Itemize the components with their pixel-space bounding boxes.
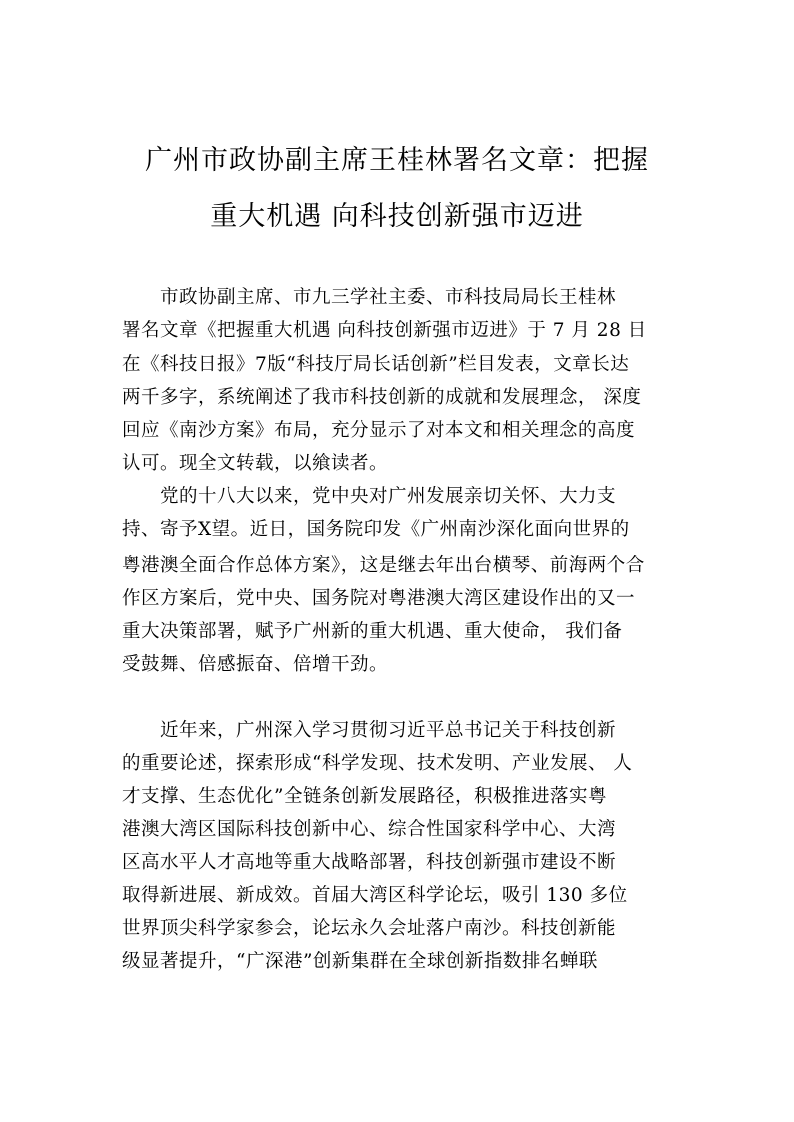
paragraph-2-line-3: 粤港澳全面合作总体方案》，这是继去年出台横琴、前海两个合: [122, 555, 645, 576]
paragraph-2-line-5: 重大决策部署，赋予广州新的重大机遇、重大使命， 我们备: [122, 621, 623, 642]
paragraph-3-line-8: 级显著提升，“广深港”创新集群在全球创新指数排名蝉联: [122, 951, 598, 972]
paragraph-3-line-3: 才支撑、生态优化”全链条创新发展路径，积极推进落实粤: [122, 786, 607, 807]
paragraph-3-line-6: 取得新进展、新成效。首届大湾区科学论坛，吸引 130 多位: [122, 885, 628, 906]
paragraph-1-line-2: 署名文章《把握重大机遇 向科技创新强市迈进》于 7 月 28 日: [122, 320, 647, 341]
paragraph-2-line-1: 党的十八大以来，党中央对广州发展亲切关怀、大力支: [160, 486, 617, 507]
paragraph-3-line-4: 港澳大湾区国际科技创新中心、综合性国家科学中心、大湾: [122, 819, 617, 840]
title-line-1: 广州市政协副主席王桂林署名文章：把握: [145, 145, 649, 176]
paragraph-3-line-1: 近年来，广州深入学习贯彻习近平总书记关于科技创新: [160, 720, 617, 741]
paragraph-3-line-5: 区高水平人才高地等重大战略部署，科技创新强市建设不断: [122, 852, 617, 873]
paragraph-3-line-2: 的重要论述，探索形成“科学发现、技术发明、产业发展、 人: [122, 753, 633, 774]
paragraph-2-line-2: 持、寄予X望。近日，国务院印发《广州南沙深化面向世界的: [122, 519, 630, 540]
paragraph-2-line-4: 作区方案后，党中央、国务院对粤港澳大湾区建设作出的又一: [122, 588, 636, 609]
paragraph-2-line-6: 受鼓舞、倍感振奋、倍增干劲。: [122, 654, 389, 675]
title-line-2: 重大机遇 向科技创新强市迈进: [210, 201, 584, 232]
paragraph-1-line-6: 认可。现全文转载，以飨读者。: [122, 453, 389, 474]
paragraph-1-line-3: 在《科技日报》7版“科技厅局长话创新”栏目发表，文章长达: [122, 354, 630, 375]
paragraph-3-line-7: 世界顶尖科学家参会，论坛永久会址落户南沙。科技创新能: [122, 918, 617, 939]
paragraph-1-line-5: 回应《南沙方案》布局，充分显示了对本文和相关理念的高度: [122, 420, 636, 441]
paragraph-1-line-1: 市政协副主席、市九三学社主委、市科技局局长王桂林: [160, 287, 617, 308]
paragraph-1-line-4: 两千多字，系统阐述了我市科技创新的成就和发展理念， 深度: [122, 387, 642, 408]
